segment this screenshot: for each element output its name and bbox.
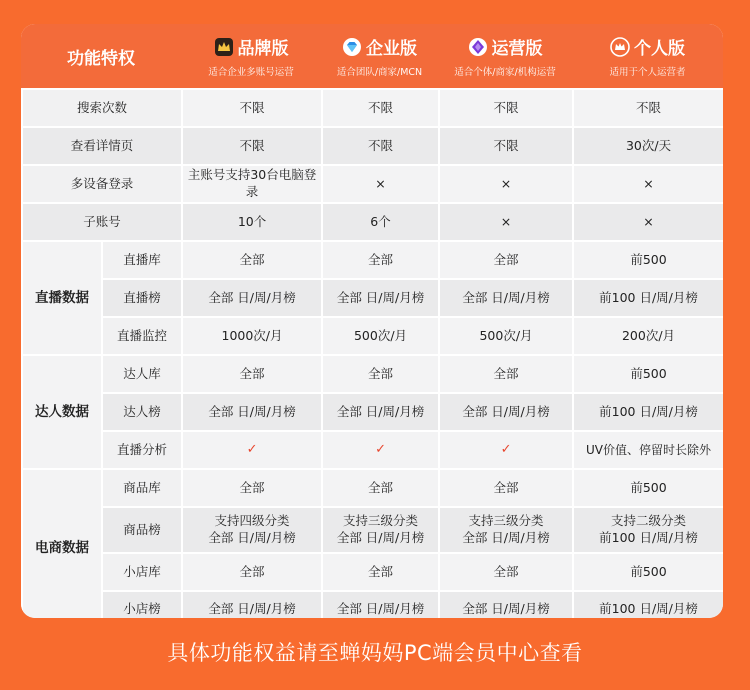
cell: 6个 xyxy=(322,203,439,241)
cell-line: 全部 日/周/月榜 xyxy=(208,530,296,545)
row-label: 达人库 xyxy=(102,355,182,393)
table-row xyxy=(22,203,723,241)
cell: 前500 xyxy=(573,355,723,393)
cell-line: 支持二级分类 xyxy=(611,513,687,529)
crown-icon xyxy=(214,37,234,57)
cell: 全部 xyxy=(322,355,439,393)
cell: 500次/月 xyxy=(322,317,439,355)
cell: 前500 xyxy=(573,241,723,279)
cell: 全部 日/周/月榜 xyxy=(182,393,322,431)
plan-desc: 适用于个人运营者 xyxy=(609,67,686,78)
diamond-icon xyxy=(342,37,362,57)
cell: 全部 日/周/月榜 xyxy=(322,591,439,618)
plan-operation xyxy=(438,24,572,88)
user-crown-icon xyxy=(610,37,630,57)
cell xyxy=(439,507,573,553)
cell: 全部 日/周/月榜 xyxy=(439,393,573,431)
cell: 全部 xyxy=(439,469,573,507)
row-label: 直播榜 xyxy=(102,279,182,317)
row-label: 小店榜 xyxy=(102,591,182,618)
plan-desc: 适合个体/商家/机构运营 xyxy=(454,67,556,78)
cell: 全部 xyxy=(439,355,573,393)
table-row xyxy=(22,393,723,431)
table-row xyxy=(22,127,723,165)
table-row xyxy=(22,241,723,279)
feature-title: 功能特权 xyxy=(67,48,135,69)
group-label-talent: 达人数据 xyxy=(22,355,102,469)
row-label: 查看详情页 xyxy=(22,127,182,165)
cell: 不限 xyxy=(573,89,723,127)
row-label: 子账号 xyxy=(22,203,182,241)
cell: 不限 xyxy=(182,127,322,165)
table-row xyxy=(22,591,723,618)
plan-comparison-card xyxy=(21,24,723,618)
cell: × xyxy=(439,165,573,203)
cell: 不限 xyxy=(182,89,322,127)
cell-line: 前100 日/周/月榜 xyxy=(599,530,698,545)
cell: 10个 xyxy=(182,203,322,241)
cell: 全部 xyxy=(439,241,573,279)
row-label: 达人榜 xyxy=(102,393,182,431)
check-icon: ✓ xyxy=(500,442,512,458)
cell: 全部 xyxy=(182,469,322,507)
cell: 前500 xyxy=(573,469,723,507)
cell xyxy=(182,507,322,553)
table-header xyxy=(21,24,723,88)
cell: 全部 日/周/月榜 xyxy=(182,591,322,618)
cell: 全部 xyxy=(322,241,439,279)
group-label-ecom: 电商数据 xyxy=(22,469,102,618)
footer-note: 具体功能权益请至蝉妈妈PC端会员中心查看 xyxy=(167,641,583,665)
table-row xyxy=(22,431,723,469)
plan-name: 运营版 xyxy=(491,39,543,59)
row-label: 直播库 xyxy=(102,241,182,279)
cell: 30次/天 xyxy=(573,127,723,165)
cell: 不限 xyxy=(439,127,573,165)
cell: 全部 日/周/月榜 xyxy=(439,591,573,618)
cell: 全部 xyxy=(322,469,439,507)
cell xyxy=(322,431,439,469)
cell: 全部 xyxy=(182,355,322,393)
row-label: 小店库 xyxy=(102,553,182,591)
table-row xyxy=(22,317,723,355)
cell xyxy=(573,507,723,553)
plan-name: 个人版 xyxy=(634,39,685,59)
row-label: 商品榜 xyxy=(102,507,182,553)
cell: 不限 xyxy=(322,89,439,127)
check-icon: ✓ xyxy=(375,442,386,458)
cell-line: 全部 日/周/月榜 xyxy=(462,530,550,545)
group-label-live: 直播数据 xyxy=(22,241,102,355)
plan-name: 品牌版 xyxy=(237,39,289,59)
cell: 前100 日/周/月榜 xyxy=(573,279,723,317)
cell: 全部 日/周/月榜 xyxy=(322,393,439,431)
cell: 主账号支持30台电脑登录 xyxy=(182,165,322,203)
cell: 全部 xyxy=(182,553,322,591)
cell: × xyxy=(573,165,723,203)
plan-name: 企业版 xyxy=(366,39,417,59)
cell-line: 全部 日/周/月榜 xyxy=(336,530,425,545)
table-row xyxy=(22,553,723,591)
cell: 全部 日/周/月榜 xyxy=(439,279,573,317)
plan-brand xyxy=(181,24,321,88)
cell-line: 支持三级分类 xyxy=(468,513,544,529)
table-row xyxy=(22,279,723,317)
plan-desc: 适合企业多账号运营 xyxy=(208,67,294,78)
cell: × xyxy=(573,203,723,241)
table-row xyxy=(22,469,723,507)
row-label: 直播监控 xyxy=(102,317,182,355)
row-label: 直播分析 xyxy=(102,431,182,469)
table-row xyxy=(22,507,723,553)
table-row xyxy=(22,89,723,127)
row-label: 多设备登录 xyxy=(22,165,182,203)
cell xyxy=(439,431,573,469)
cell: × xyxy=(322,165,439,203)
cell: 不限 xyxy=(439,89,573,127)
row-label: 商品库 xyxy=(102,469,182,507)
plan-desc: 适合团队/商家/MCN xyxy=(336,67,423,78)
cell: 1000次/月 xyxy=(182,317,322,355)
cell: 不限 xyxy=(322,127,439,165)
cell: 前100 日/周/月榜 xyxy=(573,591,723,618)
cell: 200次/月 xyxy=(573,317,723,355)
cell xyxy=(322,507,439,553)
table-row xyxy=(22,355,723,393)
table-row xyxy=(22,165,723,203)
cell: × xyxy=(439,203,573,241)
gem-icon xyxy=(468,37,488,57)
cell-line: 支持四级分类 xyxy=(214,513,290,529)
cell-line: 支持三级分类 xyxy=(343,513,419,529)
cell: 全部 xyxy=(182,241,322,279)
cell: 前500 xyxy=(573,553,723,591)
cell: UV价值、停留时长除外 xyxy=(573,431,723,469)
plan-enterprise xyxy=(321,24,438,88)
plan-personal xyxy=(572,24,723,88)
cell: 500次/月 xyxy=(439,317,573,355)
cell: 全部 xyxy=(322,553,439,591)
check-icon: ✓ xyxy=(246,442,258,458)
cell: 全部 日/周/月榜 xyxy=(182,279,322,317)
cell xyxy=(182,431,322,469)
comparison-table xyxy=(21,88,723,618)
cell: 前100 日/周/月榜 xyxy=(573,393,723,431)
cell: 全部 日/周/月榜 xyxy=(322,279,439,317)
row-label: 搜索次数 xyxy=(22,89,182,127)
cell: 全部 xyxy=(439,553,573,591)
